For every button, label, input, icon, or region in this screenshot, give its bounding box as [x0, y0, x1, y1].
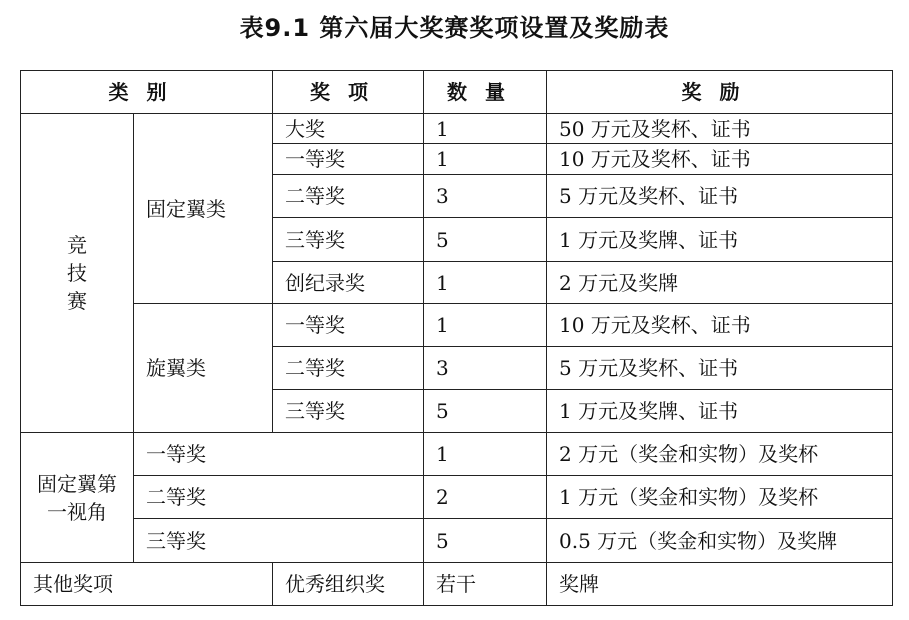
header-row: [21, 71, 893, 114]
quantity-cell: 5: [424, 390, 547, 433]
header-award: 奖项: [273, 71, 424, 114]
group-label-competition: [21, 114, 134, 433]
award-cell: 大奖: [273, 114, 424, 144]
table-row: [21, 519, 893, 563]
award-cell: 二等奖: [273, 347, 424, 390]
award-cell: 二等奖: [273, 175, 424, 218]
quantity-cell: 若干: [424, 563, 547, 606]
reward-cell: 0.5 万元（奖金和实物）及奖牌: [547, 519, 893, 563]
header-quantity: 数量: [424, 71, 547, 114]
table-row: [21, 114, 893, 144]
quantity-cell: 1: [424, 433, 547, 476]
award-cell: 三等奖: [273, 390, 424, 433]
quantity-cell: 5: [424, 218, 547, 262]
reward-cell: 奖牌: [547, 563, 893, 606]
subgroup-label-fixed-wing: 固定翼类: [134, 114, 273, 304]
reward-cell: 2 万元（奖金和实物）及奖杯: [547, 433, 893, 476]
header-category: 类别: [21, 71, 273, 114]
award-cell: 二等奖: [134, 476, 424, 519]
award-cell: 优秀组织奖: [273, 563, 424, 606]
quantity-cell: 3: [424, 175, 547, 218]
reward-cell: 5 万元及奖杯、证书: [547, 347, 893, 390]
award-cell: 一等奖: [273, 144, 424, 175]
reward-cell: 50 万元及奖杯、证书: [547, 114, 893, 144]
group-label-line: 一视角: [47, 499, 107, 524]
group-label-other: 其他奖项: [21, 563, 273, 606]
awards-table: [20, 70, 893, 606]
group-label-char: 技: [67, 261, 87, 285]
reward-cell: 10 万元及奖杯、证书: [547, 304, 893, 347]
award-cell: 创纪录奖: [273, 262, 424, 304]
reward-cell: 1 万元及奖牌、证书: [547, 218, 893, 262]
quantity-cell: 5: [424, 519, 547, 563]
reward-cell: 1 万元及奖牌、证书: [547, 390, 893, 433]
header-reward: 奖励: [547, 71, 893, 114]
table-row: [21, 304, 893, 347]
reward-cell: 5 万元及奖杯、证书: [547, 175, 893, 218]
group-label-fpv: [21, 433, 134, 563]
table-title: 表9.1 第六届大奖赛奖项设置及奖励表: [239, 14, 670, 42]
quantity-cell: 1: [424, 114, 547, 144]
award-cell: 一等奖: [273, 304, 424, 347]
award-cell: 一等奖: [134, 433, 424, 476]
quantity-cell: 1: [424, 304, 547, 347]
subgroup-label-rotor: 旋翼类: [134, 304, 273, 433]
table-row: [21, 433, 893, 476]
quantity-cell: 3: [424, 347, 547, 390]
quantity-cell: 1: [424, 262, 547, 304]
table-row: [21, 563, 893, 606]
group-label-char: 赛: [67, 289, 87, 313]
award-cell: 三等奖: [273, 218, 424, 262]
quantity-cell: 2: [424, 476, 547, 519]
reward-cell: 1 万元（奖金和实物）及奖杯: [547, 476, 893, 519]
reward-cell: 2 万元及奖牌: [547, 262, 893, 304]
group-label-line: 固定翼第: [37, 471, 117, 496]
reward-cell: 10 万元及奖杯、证书: [547, 144, 893, 175]
quantity-cell: 1: [424, 144, 547, 175]
table-row: [21, 476, 893, 519]
group-label-char: 竞: [67, 233, 87, 257]
award-cell: 三等奖: [134, 519, 424, 563]
